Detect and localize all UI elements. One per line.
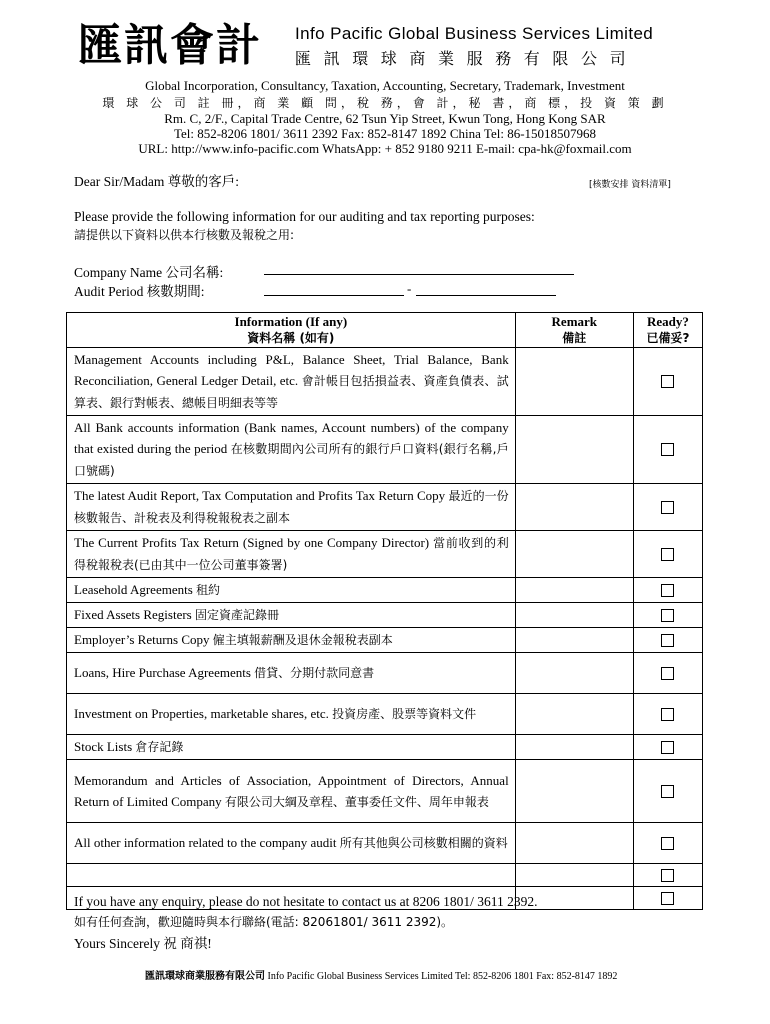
info-cell: [67, 694, 516, 735]
company-name-label: Company Name 公司名稱:: [74, 265, 224, 280]
ready-cell: [633, 578, 702, 603]
table-row: [67, 348, 703, 416]
remark-cell[interactable]: [515, 531, 633, 578]
audit-period-end-field[interactable]: [416, 295, 556, 296]
table-row: [67, 416, 703, 484]
ready-checkbox[interactable]: [661, 634, 674, 647]
remark-cell[interactable]: [515, 760, 633, 823]
company-logo-text: 匯訊會計: [78, 20, 262, 71]
header-ready-en: Ready?: [646, 314, 689, 329]
info-text-en: The Current Profits Tax Return (Signed by one Company Director): [74, 535, 434, 550]
enquiry-en: If you have any enquiry, please do not hesitate to contact us at 8206 1801/ 3611 2392.: [74, 894, 538, 909]
table-row: [67, 823, 703, 864]
contact-web: URL: http://www.info-pacific.com WhatsApp: + 852 9180 9211 E-mail: cpa-hk@foxmail.com: [138, 141, 632, 156]
ready-checkbox[interactable]: [661, 609, 674, 622]
info-cell: [67, 531, 516, 578]
ready-cell: [633, 348, 702, 416]
table-row: [67, 760, 703, 823]
info-cell: [67, 653, 516, 694]
remark-cell[interactable]: [515, 864, 633, 887]
info-cell: [67, 484, 516, 531]
info-cell: [67, 348, 516, 416]
info-text-en: Memorandum and Articles of Association, Appointment of Directors, Annual Return of Limited Company: [74, 772, 509, 809]
info-cell: [67, 864, 516, 887]
info-text-cn: 投資房產、股票等資料文件: [332, 707, 477, 721]
checklist-body: [67, 348, 703, 910]
table-row: [67, 484, 703, 531]
ready-checkbox[interactable]: [661, 501, 674, 514]
intro-en: Please provide the following information for our auditing and tax reporting purposes:: [74, 209, 535, 224]
ready-cell: [633, 531, 702, 578]
ready-checkbox[interactable]: [661, 443, 674, 456]
ready-checkbox[interactable]: [661, 548, 674, 561]
audit-period-label: Audit Period 核數期間:: [74, 284, 205, 299]
footer-en: Info Pacific Global Business Services Limited Tel: 852-8206 1801 Fax: 852-8147 1892: [265, 971, 618, 982]
header-remark-cn: 備註: [562, 331, 587, 345]
ready-cell: [633, 653, 702, 694]
services-cn: 環 球 公 司 註 冊，商 業 顧 問，稅 務，會 計，秘 書，商 標，投 資 策 劃: [102, 96, 668, 110]
ready-cell: [633, 823, 702, 864]
remark-cell[interactable]: [515, 694, 633, 735]
info-text-en: Employer’s Returns Copy: [74, 632, 213, 647]
table-row: [67, 603, 703, 628]
information-checklist-table: [66, 312, 703, 910]
info-cell: [67, 628, 516, 653]
header-remark: [515, 313, 633, 348]
info-text-en: All other information related to the company audit: [74, 835, 340, 850]
info-text-cn: 最近的一份核數報告、計稅表及利得稅報稅表之副本: [74, 489, 509, 525]
ready-cell: [633, 628, 702, 653]
company-name-en: Info Pacific Global Business Services Limited: [295, 24, 654, 43]
remark-cell[interactable]: [515, 735, 633, 760]
ready-checkbox[interactable]: [661, 892, 674, 905]
ready-cell: [633, 694, 702, 735]
ready-checkbox[interactable]: [661, 741, 674, 754]
remark-cell[interactable]: [515, 348, 633, 416]
signoff: Yours Sincerely 祝 商祺!: [74, 936, 212, 951]
remark-cell[interactable]: [515, 416, 633, 484]
info-text-en: Stock Lists: [74, 739, 136, 754]
header-remark-en: Remark: [551, 314, 598, 329]
ready-checkbox[interactable]: [661, 785, 674, 798]
greeting: Dear Sir/Madam 尊敬的客戶:: [74, 174, 239, 189]
ready-checkbox[interactable]: [661, 667, 674, 680]
info-cell: [67, 823, 516, 864]
remark-cell[interactable]: [515, 603, 633, 628]
info-text-cn: 借貸、分期付款同意書: [254, 666, 375, 680]
table-row: [67, 735, 703, 760]
remark-cell[interactable]: [515, 578, 633, 603]
info-text-en: Fixed Assets Registers: [74, 607, 195, 622]
header-information-en: Information (If any): [234, 314, 348, 329]
table-row: [67, 628, 703, 653]
info-text-cn: 會計帳目包括損益表、資產負債表、試算表、銀行對帳表、總帳目明細表等等: [74, 374, 509, 410]
info-text-en: Leasehold Agreements: [74, 582, 197, 597]
info-cell: [67, 735, 516, 760]
ready-checkbox[interactable]: [661, 375, 674, 388]
remark-cell[interactable]: [515, 628, 633, 653]
company-address: Rm. C, 2/F., Capital Trade Centre, 62 Tsun Yip Street, Kwun Tong, Hong Kong SAR: [164, 111, 606, 126]
info-text-en: The latest Audit Report, Tax Computation and Profits Tax Return Copy: [74, 488, 449, 503]
info-cell: [67, 603, 516, 628]
company-name-cn: 匯訊環球商業服務有限公司: [295, 49, 639, 68]
info-text-cn: 固定資產記錄冊: [194, 608, 279, 622]
intro-cn: 請提供以下資料以供本行核數及報稅之用:: [74, 228, 295, 242]
ready-cell: [633, 735, 702, 760]
company-name-field[interactable]: [264, 274, 574, 275]
services-en: Global Incorporation, Consultancy, Taxation, Accounting, Secretary, Trademark, Investment: [145, 78, 625, 93]
remark-cell[interactable]: [515, 823, 633, 864]
page-footer: [145, 967, 617, 982]
footer-cn: 匯訊環球商業服務有限公司: [145, 971, 265, 982]
info-text-en: Management Accounts including P&L, Balance Sheet, Trial Balance, Bank Reconciliation, General Ledger Detail, etc.: [74, 352, 509, 388]
ready-cell: [633, 603, 702, 628]
table-row: [67, 653, 703, 694]
ready-cell: [633, 887, 702, 910]
audit-period-start-field[interactable]: [264, 295, 404, 296]
enquiry-cn: 如有任何查詢，歡迎隨時與本行聯絡(電話: 82061801/ 3611 2392)。: [74, 915, 454, 929]
table-row: [67, 531, 703, 578]
ready-cell: [633, 416, 702, 484]
header-ready: [633, 313, 702, 348]
ready-cell: [633, 760, 702, 823]
header-ready-cn: 已備妥?: [646, 331, 690, 345]
remark-cell[interactable]: [515, 484, 633, 531]
info-text-cn: 僱主填報薪酬及退休金報稅表副本: [212, 633, 393, 647]
contact-phones: Tel: 852-8206 1801/ 3611 2392 Fax: 852-8147 1892 China Tel: 86-15018507968: [173, 126, 597, 141]
document-tag: [核數安排 資料清單]: [589, 180, 671, 190]
info-text-cn: 倉存記錄: [135, 740, 184, 754]
header-information: [67, 313, 516, 348]
ready-checkbox[interactable]: [661, 584, 674, 597]
table-row: [67, 578, 703, 603]
ready-checkbox[interactable]: [661, 708, 674, 721]
info-text-cn: 有限公司大綱及章程、董事委任文件、周年申報表: [224, 794, 489, 809]
ready-checkbox[interactable]: [661, 837, 674, 850]
info-text-cn: 在核數期間內公司所有的銀行戶口資料(銀行名稱,戶口號碼): [74, 442, 509, 478]
info-text-cn: 租約: [196, 583, 221, 597]
ready-cell: [633, 484, 702, 531]
info-cell: [67, 578, 516, 603]
table-row: [67, 864, 703, 887]
table-row: [67, 694, 703, 735]
info-text-cn: 當前收到的利得稅報稅表(已由其中一位公司董事簽署): [74, 536, 509, 572]
info-text-en: Investment on Properties, marketable shares, etc.: [74, 706, 333, 721]
info-text-en: Loans, Hire Purchase Agreements: [74, 665, 255, 680]
ready-cell: [633, 864, 702, 887]
info-cell: [67, 760, 516, 823]
info-cell: [67, 416, 516, 484]
audit-period-separator: -: [407, 281, 412, 296]
table-header-row: [67, 313, 703, 348]
info-text-en: All Bank accounts information (Bank names, Account numbers) of the company that existed during the period: [74, 420, 509, 456]
header-information-cn: 資料名稱 (如有): [247, 331, 335, 345]
info-text-cn: 所有其他與公司核數相關的資料: [339, 836, 508, 850]
ready-checkbox[interactable]: [661, 869, 674, 882]
remark-cell[interactable]: [515, 653, 633, 694]
